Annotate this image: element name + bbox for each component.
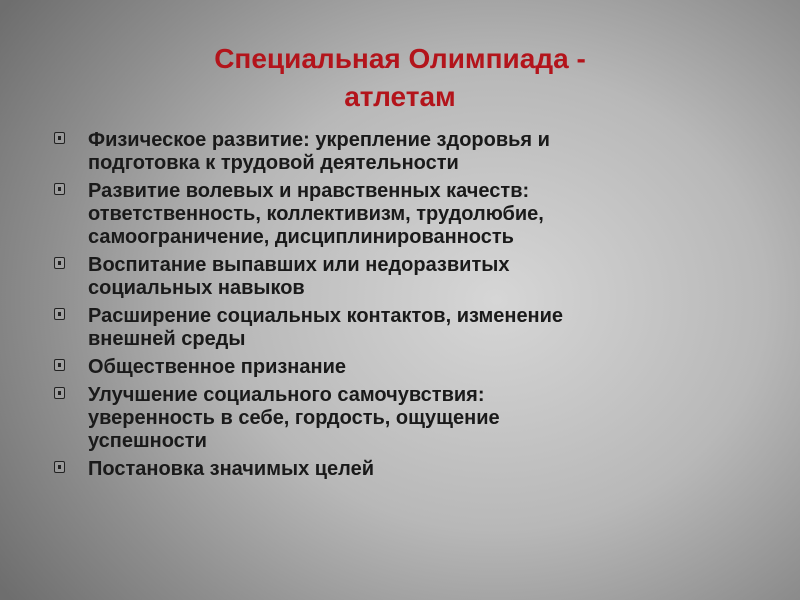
bullet-text-line: внешней среды <box>88 328 246 350</box>
slide-title <box>120 40 680 116</box>
bullet-item-social-skills <box>54 254 754 300</box>
square-bullet-icon <box>54 387 65 399</box>
bullet-text-line: Развитие волевых и нравственных качеств: <box>88 180 530 202</box>
bullet-text-line: уверенность в себе, гордость, ощущение <box>88 407 500 429</box>
bullet-text-line: Постановка значимых целей <box>88 458 375 480</box>
bullet-item-social-contacts <box>54 305 754 351</box>
bullet-text-line: подготовка к трудовой деятельности <box>88 152 459 174</box>
bullet-item-social-wellbeing <box>54 384 754 453</box>
square-bullet-icon <box>54 461 65 473</box>
bullet-text-line: социальных навыков <box>88 277 305 299</box>
bullet-text-line: ответственность, коллективизм, трудолюбие, <box>88 203 544 225</box>
square-bullet-icon <box>54 308 65 320</box>
bullet-list <box>54 129 754 486</box>
bullet-text-line: Общественное признание <box>88 356 347 378</box>
bullet-item-public-recognition <box>54 356 754 379</box>
slide-title-line-2: атлетам <box>344 81 456 112</box>
slide-title-line-1: Специальная Олимпиада - <box>214 43 586 74</box>
bullet-item-volitional-qualities <box>54 180 754 249</box>
square-bullet-icon <box>54 359 65 371</box>
bullet-text-line: самоограничение, дисциплинированность <box>88 226 514 248</box>
square-bullet-icon <box>54 257 65 269</box>
bullet-item-goal-setting <box>54 458 754 481</box>
bullet-text-line: Улучшение социального самочувствия: <box>88 384 485 406</box>
bullet-text-line: Физическое развитие: укрепление здоровья и <box>88 129 550 151</box>
square-bullet-icon <box>54 132 65 144</box>
bullet-text-line: успешности <box>88 430 207 452</box>
bullet-text-line: Воспитание выпавших или недоразвитых <box>88 254 510 276</box>
bullet-item-physical-development <box>54 129 754 175</box>
bullet-text-line: Расширение социальных контактов, изменение <box>88 305 564 327</box>
square-bullet-icon <box>54 183 65 195</box>
